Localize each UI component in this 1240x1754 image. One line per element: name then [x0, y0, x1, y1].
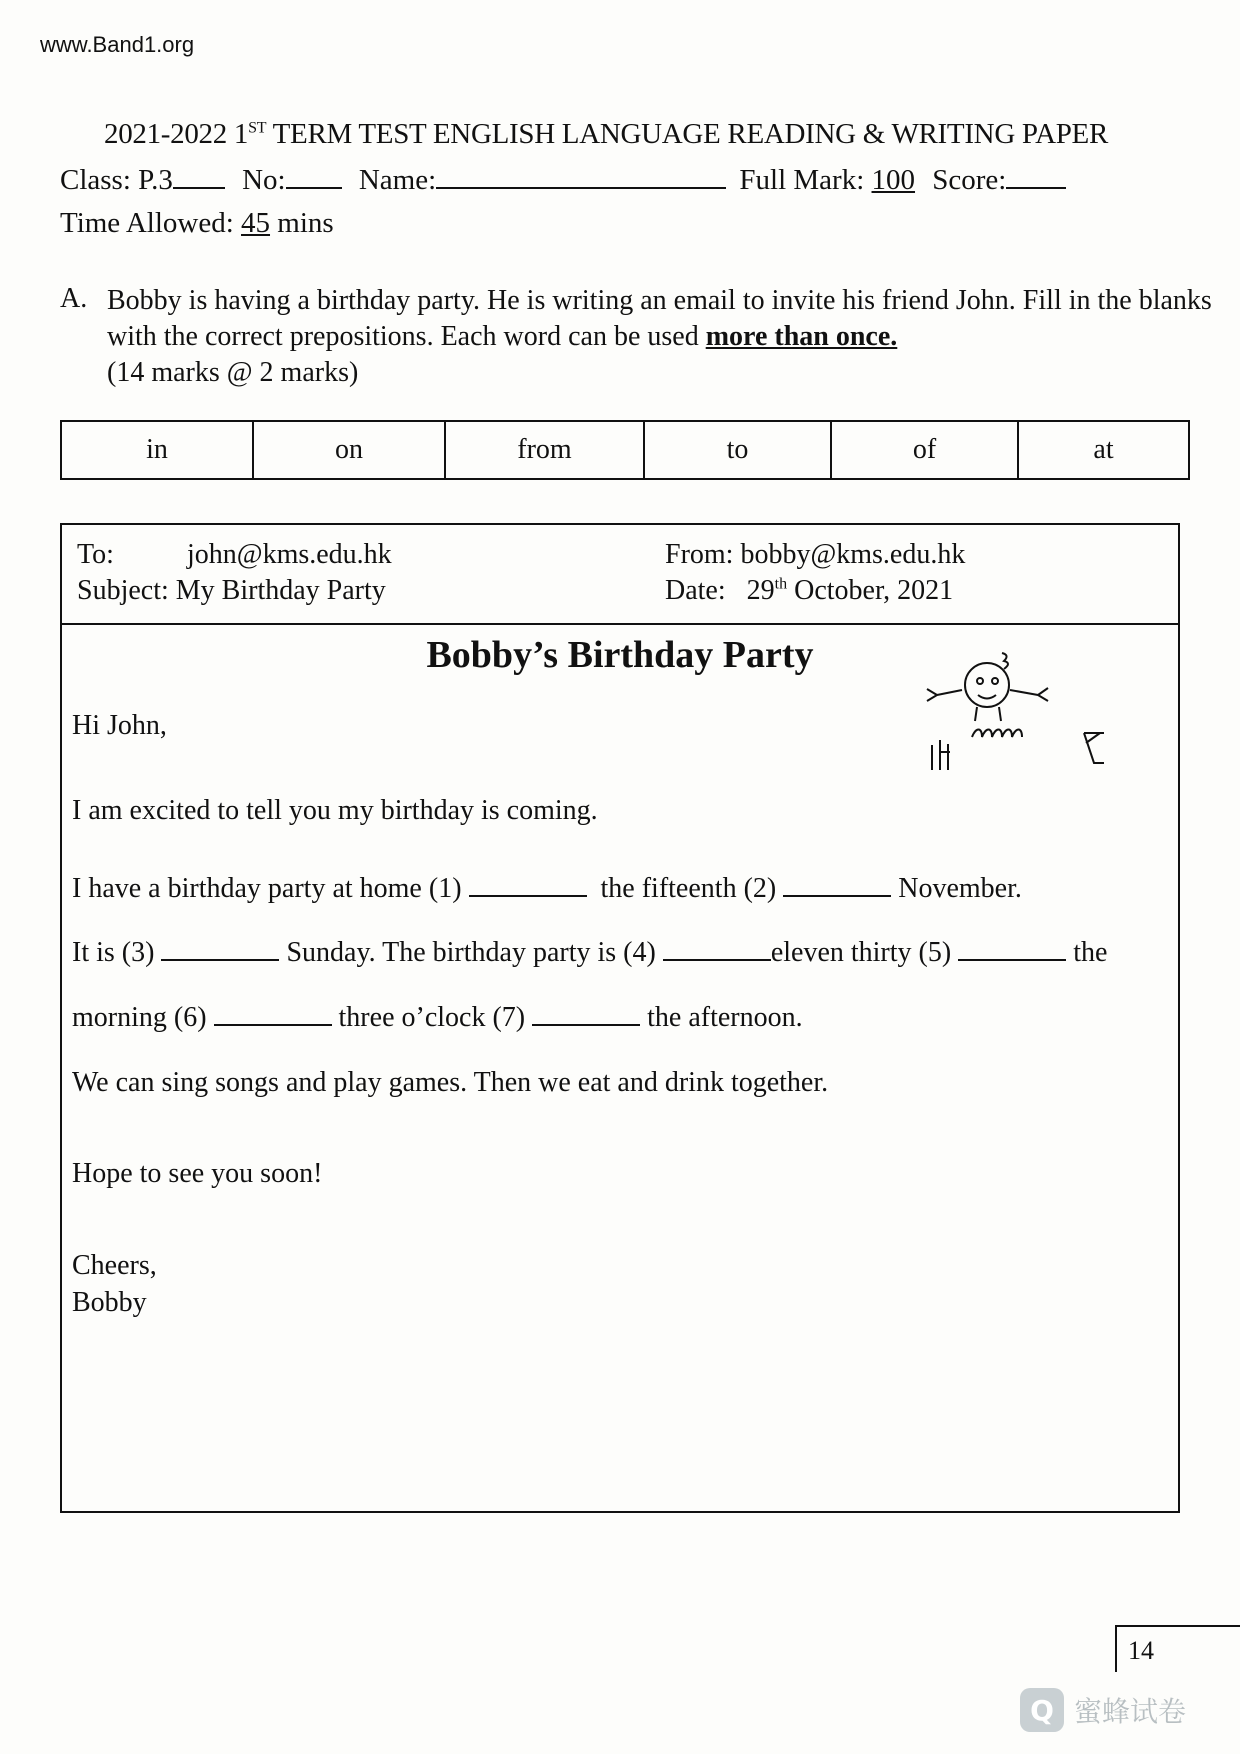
blank-7[interactable] [532, 1004, 640, 1026]
score-blank[interactable] [1006, 163, 1066, 189]
body-line-2: I have a birthday party at home (1) the fifteenth (2) November. [72, 873, 1022, 904]
date-line: Date: 29th October, 2021 [665, 575, 954, 606]
page-number: 14 [1128, 1636, 1154, 1665]
email-header [62, 525, 1178, 625]
time-label: Time Allowed: [60, 207, 242, 239]
class-label: Class: P.3 [60, 164, 173, 196]
watermark-text: 蜜蜂试卷 [1074, 1695, 1187, 1728]
body-line-1: I am excited to tell you my birthday is coming. [72, 795, 598, 826]
email-title: Bobby’s Birthday Party [426, 634, 814, 676]
subject-line: Subject: My Birthday Party [77, 575, 386, 606]
greeting: Hi John, [72, 710, 167, 741]
time-unit: mins [270, 207, 334, 239]
word-bank-item: on [254, 422, 446, 478]
body-line-4: morning (6) three o’clock (7) the afternoon. [72, 1002, 803, 1033]
time-value: 45 [241, 207, 271, 239]
word-bank-item: at [1093, 434, 1114, 465]
to-value: john@kms.edu.hk [187, 539, 392, 570]
body-line-5: We can sing songs and play games. Then we eat and drink together. [72, 1067, 829, 1098]
question-label: A. [60, 283, 88, 314]
closing: Cheers, [72, 1250, 157, 1281]
blank-2[interactable] [783, 875, 891, 897]
full-mark-value: 100 [871, 164, 916, 196]
no-label: No: [242, 164, 286, 196]
blank-3[interactable] [161, 939, 279, 961]
score-label: Score: [932, 164, 1007, 196]
marks-text: (14 marks @ 2 marks) [107, 357, 359, 388]
site-url: www.Band1.org [40, 32, 195, 57]
blank-1[interactable] [469, 875, 587, 897]
doodle-drawing [892, 645, 1112, 795]
word-bank-item: from [446, 422, 645, 478]
body-line-3: It is (3) Sunday. The birthday party is (4) eleven thirty (5) the [72, 937, 1108, 968]
blank-5[interactable] [958, 939, 1066, 961]
to-label: To: [77, 539, 114, 570]
name-blank[interactable] [436, 163, 726, 189]
word-bank-item: in [62, 422, 254, 478]
no-blank[interactable] [286, 163, 342, 189]
emphasis-text: more than once. [705, 321, 898, 352]
word-bank-item: to [645, 422, 832, 478]
full-mark-label: Full Mark: [739, 164, 872, 196]
word-bank [60, 420, 1190, 480]
class-blank[interactable] [173, 163, 225, 189]
from-line: From: bobby@kms.edu.hk [665, 539, 966, 570]
paper-title: 2021-2022 1ST TERM TEST ENGLISH LANGUAGE READING & WRITING PAPER [104, 118, 1109, 150]
student-info-row [60, 163, 1066, 197]
signature: Bobby [72, 1287, 147, 1318]
email-box [60, 523, 1180, 1513]
blank-4[interactable] [663, 939, 771, 961]
from-value: bobby@kms.edu.hk [740, 539, 966, 570]
name-label: Name: [358, 164, 437, 196]
time-row [60, 207, 334, 240]
watermark-logo-icon: Q [1020, 1688, 1064, 1732]
word-bank-item: of [832, 422, 1019, 478]
subject-value: My Birthday Party [175, 575, 386, 606]
question-instruction: Bobby is having a birthday party. He is writing an email to invite his friend John. Fill in the blanks with the correct prepositions. Each word can be used more than once. (14 marks @ 2 marks) [107, 285, 1212, 388]
watermark [1020, 1688, 1186, 1732]
blank-6[interactable] [214, 1004, 332, 1026]
body-line-6: Hope to see you soon! [72, 1158, 323, 1189]
